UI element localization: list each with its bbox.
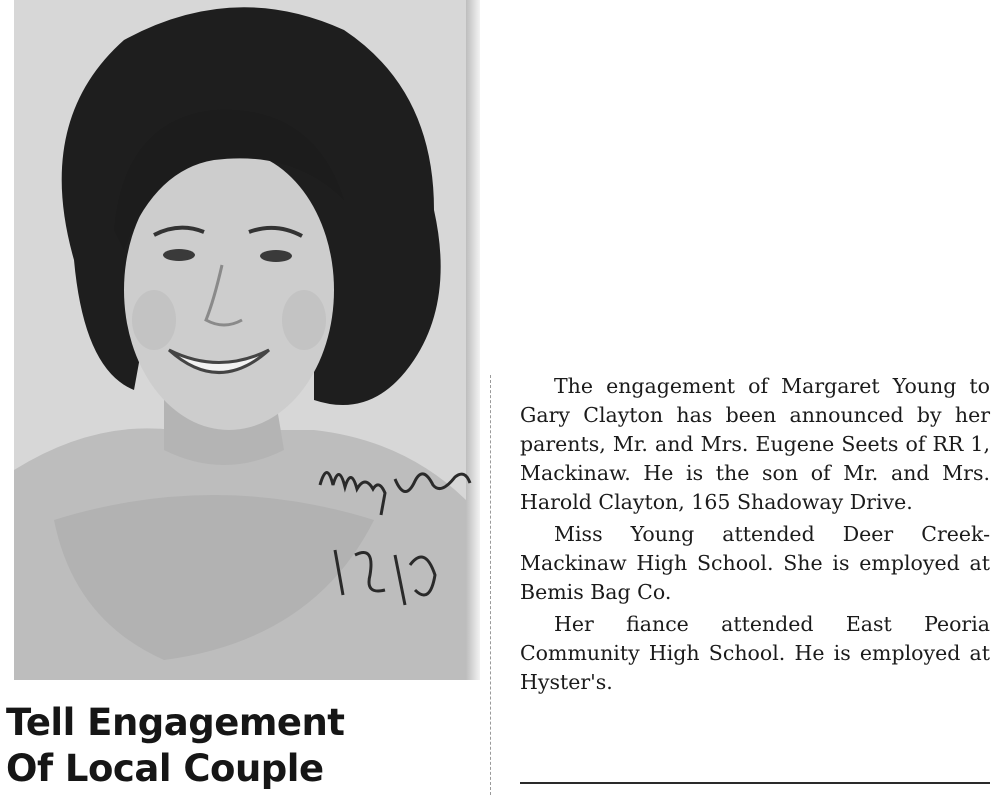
article-paragraph: Her fiance attended East Peoria Community High School. He is employed at Hyster's. xyxy=(520,612,990,694)
headline xyxy=(6,700,476,792)
article-body xyxy=(520,372,990,700)
column-divider xyxy=(490,375,492,795)
headline-line-2: Of Local Couple xyxy=(6,747,324,790)
article-paragraph: The engagement of Margaret Young to Gary Clayton has been announced by her parents, Mr. and Mrs. Eugene Seets of RR 1, Mackinaw. He is the son of Mr. and Mrs. Harold Clayton, 165 Shadoway Drive. xyxy=(520,374,990,514)
handwritten-date-annotation xyxy=(315,455,475,625)
article-end-rule xyxy=(520,782,990,784)
article-paragraph: Miss Young attended Deer Creek-Mackinaw High School. She is employed at Bemis Bag Co. xyxy=(520,522,990,604)
headline-line-1: Tell Engagement xyxy=(6,701,345,744)
